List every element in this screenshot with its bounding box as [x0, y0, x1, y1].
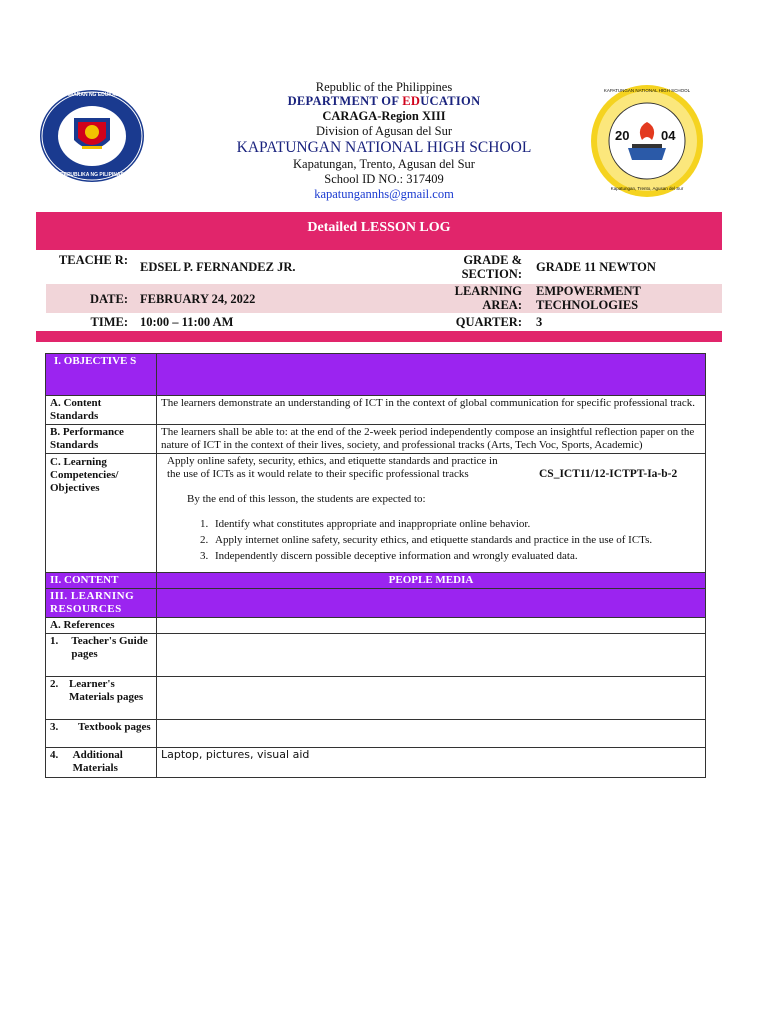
school-seal-bottom: Kapatungan, Trento, Agusan del Sur	[610, 186, 684, 191]
date-label: DATE:	[90, 292, 128, 306]
dept-ed: ED	[402, 94, 421, 108]
date-value: FEBRUARY 24, 2022	[140, 292, 256, 306]
quarter-value: 3	[536, 315, 543, 329]
teacher-value: EDSEL P. FERNANDEZ JR.	[140, 260, 296, 274]
performance-standards-text: The learners shall be able to: at the end of the 2-week period independently compose an insightful reflection paper on the nature of ICT in the context of their lives, society, and professional tracks (Arts, Tech Voc, Sports, Academic)	[157, 424, 706, 453]
resources-label: III. LEARNING RESOURCES	[46, 589, 157, 618]
ref-num: 3.	[50, 721, 59, 734]
content-row	[46, 573, 706, 589]
content-label: II. CONTENT	[46, 573, 157, 589]
objective-item: 1. Identify what constitutes appropriate and inappropriate online behavior.	[211, 518, 699, 531]
division-line: Division of Agusan del Sur	[315, 124, 453, 138]
references-row	[46, 618, 706, 634]
republic-line: Republic of the Philippines	[315, 80, 453, 94]
lesson-log-title: Detailed LESSON LOG	[307, 220, 451, 235]
department-line	[0, 95, 768, 108]
references-label: A. References	[46, 618, 157, 634]
objectives-label: I. OBJECTIVE S	[46, 354, 157, 396]
performance-standards-label: B. Performance Standards	[46, 424, 157, 453]
ref-label: Learner's Materials pages	[68, 678, 144, 704]
school-seal-year-right: 04	[661, 128, 676, 143]
content-standards-label: A. Content Standards	[46, 396, 157, 425]
objectives-row	[46, 354, 706, 396]
objectives-header-fill	[157, 354, 706, 396]
content-standards-text: The learners demonstrate an understanding of ICT in the context of global communication for specific professional track.	[157, 396, 706, 425]
deped-seal-text-bottom: REPUBLIKA NG PILIPINAS	[60, 172, 124, 178]
objectives-intro: By the end of this lesson, the students are expected to:	[187, 493, 426, 506]
dept-post: UCATION	[420, 94, 481, 108]
area-value: EMPOWERMENT TECHNOLOGIES	[536, 284, 641, 313]
objective-item: 3. Independently discern possible deceptive information and wrongly evaluated data.	[211, 550, 699, 563]
grade-value: GRADE 11 NEWTON	[536, 260, 656, 274]
title-band	[36, 212, 722, 250]
ref-row-teachers-guide	[46, 634, 706, 677]
ref-row-textbook	[46, 720, 706, 748]
time-value: 10:00 – 11:00 AM	[140, 315, 234, 329]
grade-label: GRADE & SECTION:	[461, 253, 522, 282]
ref-value	[157, 634, 706, 677]
ref-label: Teacher's Guide pages	[71, 635, 148, 661]
ref-row-additional	[46, 748, 706, 778]
ref-num: 1.	[50, 635, 59, 648]
competencies-cell	[157, 453, 706, 572]
deped-seal-text-top: KAGAWARAN NG EDUKASYON	[54, 92, 130, 98]
ref-value	[157, 720, 706, 748]
ref-label: Textbook pages	[78, 721, 151, 734]
quarter-label: QUARTER:	[455, 315, 522, 329]
teacher-label: TEACHE R:	[58, 253, 128, 267]
resources-row	[46, 589, 706, 618]
dept-pre: DEPARTMENT OF	[287, 94, 403, 108]
competencies-row	[46, 453, 706, 572]
ref-value	[157, 677, 706, 720]
region-line: CARAGA-Region XIII	[322, 109, 446, 123]
competencies-label: C. Learning Competencies/ Objectives	[46, 453, 157, 572]
objective-item: 2. Apply internet online safety, security ethics, and etiquette standards and practice in the use of ICTs.	[211, 534, 699, 547]
ref-num: 4.	[50, 749, 59, 762]
objectives-list	[167, 518, 699, 563]
ref-num: 2.	[50, 678, 59, 691]
email-link[interactable]: kapatungannhs@gmail.com	[314, 187, 454, 201]
area-label: LEARNING AREA:	[454, 284, 522, 313]
ref-value: Laptop, pictures, visual aid	[157, 748, 706, 778]
lesson-table	[45, 353, 706, 778]
school-id-line: School ID NO.: 317409	[324, 172, 444, 186]
time-label: TIME:	[90, 315, 128, 329]
content-value: PEOPLE MEDIA	[157, 573, 706, 589]
school-seal-year-left: 20	[615, 128, 630, 143]
school-name: KAPATUNGAN NATIONAL HIGH SCHOOL	[236, 139, 532, 156]
content-standards-row	[46, 396, 706, 425]
competency-code: CS_ICT11/12-ICTPT-Ia-b-2	[539, 467, 678, 480]
references-value	[157, 618, 706, 634]
resources-fill	[157, 589, 706, 618]
school-seal-text: KAPATUNGAN NATIONAL HIGH SCHOOL	[603, 88, 691, 93]
competency-text: Apply online safety, security, ethics, and etiquette standards and practice in the use of ICTs as it would relate to their specific professional tracks	[167, 454, 498, 480]
performance-standards-row	[46, 424, 706, 453]
info-bottom-band	[36, 331, 722, 342]
ref-label: Additional Materials	[72, 749, 123, 775]
ref-row-learners-materials	[46, 677, 706, 720]
address-line: Kapatungan, Trento, Agusan del Sur	[293, 157, 475, 171]
